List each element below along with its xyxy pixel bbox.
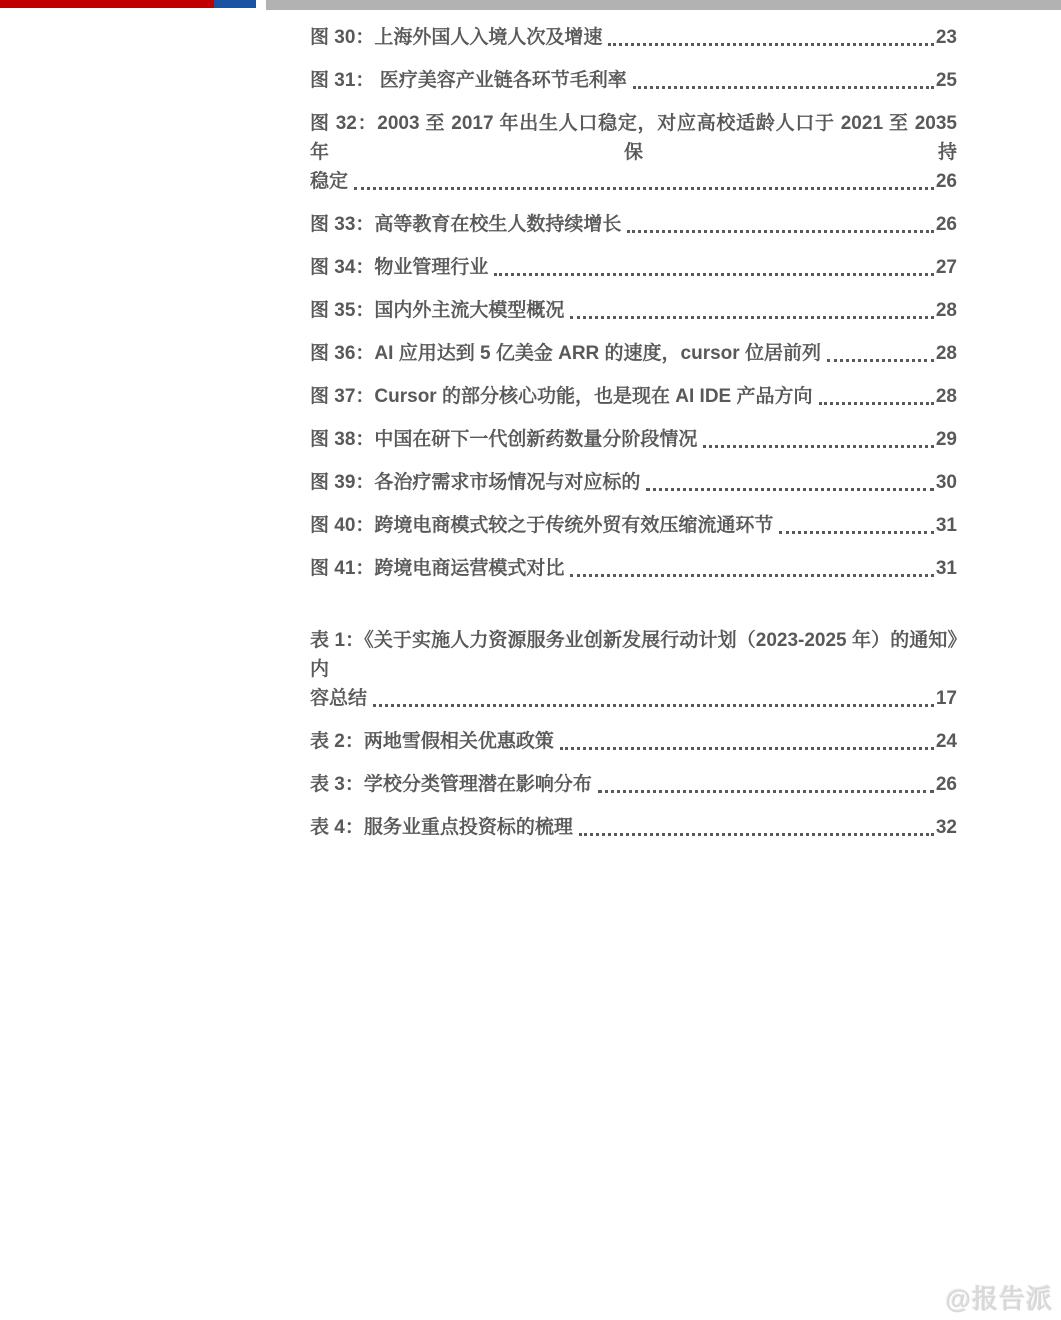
toc-leader-dots xyxy=(354,187,934,190)
toc-entry-figure-1 xyxy=(310,66,957,95)
toc-entry-figure-3 xyxy=(310,210,957,239)
toc-entry-line xyxy=(310,296,957,325)
toc-page-number: 28 xyxy=(935,343,957,364)
toc-entry-text: 表 4：服务业重点投资标的梳理 xyxy=(310,817,573,838)
toc-entry-line xyxy=(310,813,957,842)
toc-page-number: 27 xyxy=(935,257,957,278)
toc-entry-figure-0 xyxy=(310,23,957,52)
toc-entry-text: 图 35：国内外主流大模型概况 xyxy=(310,300,565,321)
toc-entry-line xyxy=(310,253,957,282)
toc-entry-text: 图 36：AI 应用达到 5 亿美金 ARR 的速度，cursor 位居前列 xyxy=(310,343,821,364)
toc-leader-dots xyxy=(827,359,934,362)
toc-entry-text: 图 38：中国在研下一代创新药数量分阶段情况 xyxy=(310,429,698,450)
toc-page-number: 26 xyxy=(935,774,957,795)
header-bar-blue xyxy=(214,0,256,8)
toc-entry-line xyxy=(310,23,957,52)
toc-page-number: 30 xyxy=(935,472,957,493)
toc-entry-text: 图 39：各治疗需求市场情况与对应标的 xyxy=(310,472,641,493)
toc-entry-figure-10 xyxy=(310,511,957,540)
toc-leader-dots xyxy=(560,747,934,750)
toc-entry-text-line1: 图 32：2003 至 2017 年出生人口稳定，对应高校适龄人口于 2021 至 2035 年保持 xyxy=(310,113,957,163)
toc-entry-figure-7 xyxy=(310,382,957,411)
toc-entry-table-3 xyxy=(310,813,957,842)
toc-entry-text-line1: 表 1：《关于实施人力资源服务业创新发展行动计划（2023-2025 年）的通知》内 xyxy=(310,630,957,680)
toc-entry-text: 图 33：高等教育在校生人数持续增长 xyxy=(310,214,622,235)
toc-page-number: 28 xyxy=(935,300,957,321)
toc-leader-dots xyxy=(703,445,933,448)
toc-page-number: 29 xyxy=(935,429,957,450)
toc-entry-line xyxy=(310,468,957,497)
toc-leader-dots xyxy=(373,704,934,707)
toc-leader-dots xyxy=(570,574,933,577)
toc-entry-text: 图 41：跨境电商运营模式对比 xyxy=(310,558,565,579)
toc-leader-dots xyxy=(608,43,933,46)
toc-entry-line xyxy=(310,684,957,713)
watermark: @报告派 xyxy=(945,1284,1053,1314)
toc-entry-text: 图 40：跨境电商模式较之于传统外贸有效压缩流通环节 xyxy=(310,515,774,536)
header-bar-red xyxy=(0,0,214,8)
toc-entry-line xyxy=(310,382,957,411)
toc-entry-figure-8 xyxy=(310,425,957,454)
toc-entry-line xyxy=(310,554,957,583)
toc-entry-figure-6 xyxy=(310,339,957,368)
toc-entry-line xyxy=(310,425,957,454)
toc-leader-dots xyxy=(598,790,934,793)
toc-entry-figure-9 xyxy=(310,468,957,497)
table-of-contents xyxy=(310,23,957,856)
toc-leader-dots xyxy=(819,402,934,405)
toc-page-number: 28 xyxy=(935,386,957,407)
toc-page-number: 23 xyxy=(935,27,957,48)
toc-page-number: 26 xyxy=(935,214,957,235)
toc-entry-line xyxy=(310,66,957,95)
toc-page-number: 31 xyxy=(935,558,957,579)
toc-page-number: 32 xyxy=(935,817,957,838)
toc-entry-text: 图 34：物业管理行业 xyxy=(310,257,489,278)
toc-entry-table-1 xyxy=(310,727,957,756)
header-bar-gray xyxy=(266,0,1061,10)
toc-entry-text: 图 30：上海外国人入境人次及增速 xyxy=(310,27,603,48)
toc-leader-dots xyxy=(627,230,933,233)
toc-entry-figure-11 xyxy=(310,554,957,583)
tables-toc-list xyxy=(310,626,957,842)
toc-page-number: 31 xyxy=(935,515,957,536)
toc-entry-table-0 xyxy=(310,626,957,713)
toc-entry-line xyxy=(310,511,957,540)
toc-entry-text: 表 3：学校分类管理潜在影响分布 xyxy=(310,774,592,795)
toc-leader-dots xyxy=(570,316,933,319)
toc-entry-line xyxy=(310,727,957,756)
toc-page-number: 25 xyxy=(935,70,957,91)
toc-leader-dots xyxy=(779,531,933,534)
toc-page-number: 26 xyxy=(935,171,957,192)
toc-entry-figure-4 xyxy=(310,253,957,282)
toc-entry-figure-2 xyxy=(310,109,957,196)
figures-toc-list xyxy=(310,23,957,583)
toc-leader-dots xyxy=(646,488,933,491)
toc-page-number: 17 xyxy=(935,688,957,709)
toc-entry-line xyxy=(310,210,957,239)
toc-entry-line xyxy=(310,339,957,368)
toc-entry-text: 图 31： 医疗美容产业链各环节毛利率 xyxy=(310,70,627,91)
toc-entry-text: 表 2：两地雪假相关优惠政策 xyxy=(310,731,554,752)
toc-entry-text: 图 37：Cursor 的部分核心功能，也是现在 AI IDE 产品方向 xyxy=(310,386,813,407)
toc-entry-table-2 xyxy=(310,770,957,799)
toc-entry-figure-5 xyxy=(310,296,957,325)
toc-leader-dots xyxy=(494,273,933,276)
toc-entry-text: 稳定 xyxy=(310,171,349,192)
toc-leader-dots xyxy=(633,86,934,89)
toc-entry-line xyxy=(310,770,957,799)
toc-entry-text: 容总结 xyxy=(310,688,368,709)
toc-entry-line xyxy=(310,167,957,196)
toc-leader-dots xyxy=(579,833,934,836)
toc-page-number: 24 xyxy=(935,731,957,752)
